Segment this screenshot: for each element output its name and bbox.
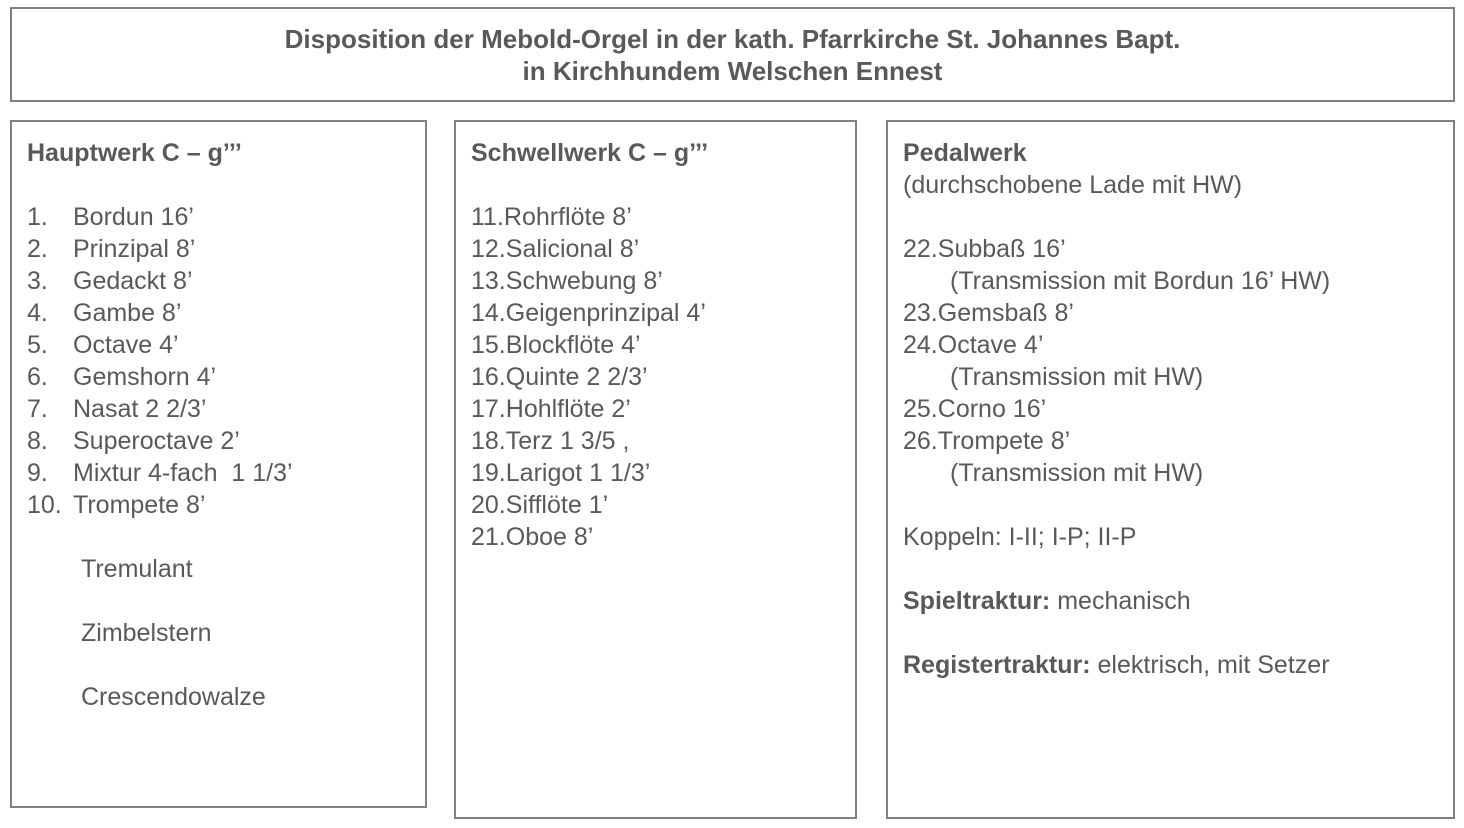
stop-item: [471, 489, 845, 521]
stop-name: Gambe 8’: [73, 299, 182, 327]
stop-item: [903, 393, 1443, 425]
stop-item: [903, 233, 1443, 265]
stop-item: [27, 265, 415, 297]
hauptwerk-extras: [27, 553, 415, 713]
stop-name: Octave 4’: [937, 331, 1044, 359]
stop-note: (Transmission mit HW): [950, 459, 1204, 487]
stop-name: Gedackt 8’: [73, 267, 193, 295]
pedalwerk-stop-list: [903, 233, 1443, 489]
stop-name: Nasat 2 2/3’: [73, 395, 207, 423]
spacer: [27, 649, 415, 681]
stop-item: [27, 329, 415, 361]
stop-item: [27, 297, 415, 329]
title-box: [10, 7, 1455, 102]
stop-item: [27, 489, 415, 521]
accessory-item: Zimbelstern: [81, 619, 212, 647]
stop-number: 26.: [903, 427, 938, 455]
stop-name: Geigenprinzipal 4’: [505, 299, 706, 327]
stop-number: 12.: [471, 235, 506, 263]
stop-item: [27, 233, 415, 265]
stop-name: Trompete 8’: [73, 491, 206, 519]
accessory-item: Crescendowalze: [81, 683, 266, 711]
stop-number: 23.: [903, 299, 938, 327]
stop-number: 22.: [903, 235, 938, 263]
schwellwerk-panel: [454, 120, 857, 819]
schwellwerk-stop-list: [471, 201, 845, 553]
stop-item: [471, 297, 845, 329]
stop-number: 7.: [27, 395, 48, 423]
stop-name: Corno 16’: [937, 395, 1047, 423]
stop-number: 9.: [27, 459, 48, 487]
stop-item: [27, 201, 415, 233]
spieltraktur-value: mechanisch: [1050, 587, 1191, 615]
stop-number: 2.: [27, 235, 48, 263]
stop-item: [471, 425, 845, 457]
stop-item: [903, 425, 1443, 457]
stop-item: [27, 457, 415, 489]
stop-name: Hohlflöte 2’: [505, 395, 631, 423]
stop-note: (Transmission mit HW): [950, 363, 1204, 391]
stop-number: 5.: [27, 331, 48, 359]
stop-number: 6.: [27, 363, 48, 391]
registertraktur-label: Registertraktur:: [903, 651, 1091, 679]
spacer: [27, 585, 415, 617]
stop-name: Salicional 8’: [505, 235, 640, 263]
stop-name: Subbaß 16’: [937, 235, 1066, 263]
stop-number: 8.: [27, 427, 48, 455]
stop-name: Schwebung 8’: [505, 267, 663, 295]
stop-number: 11.: [471, 203, 504, 231]
stop-number: 4.: [27, 299, 48, 327]
title-line-1: Disposition der Mebold-Orgel in der kath. Pfarrkirche St. Johannes Bapt.: [284, 24, 1181, 54]
pedalwerk-panel: [886, 120, 1455, 819]
stop-name: Bordun 16’: [73, 203, 194, 231]
stop-number: 17.: [471, 395, 506, 423]
hauptwerk-panel: [10, 120, 427, 808]
stop-item: [471, 201, 845, 233]
stop-name: Quinte 2 2/3’: [505, 363, 648, 391]
registertraktur-line: [903, 649, 1443, 681]
koppeln-text: Koppeln: I-II; I-P; II-P: [903, 523, 1137, 551]
stop-name: Oboe 8’: [505, 523, 594, 551]
pedalwerk-subheading: (durchschobene Lade mit HW): [903, 171, 1243, 199]
stop-name: Rohrflöte 8’: [503, 203, 632, 231]
stop-number: 24.: [903, 331, 938, 359]
spieltraktur-line: [903, 585, 1443, 617]
stop-number: 13.: [471, 267, 506, 295]
hauptwerk-heading: Hauptwerk C – g’’’: [27, 139, 242, 167]
spieltraktur-label: Spieltraktur:: [903, 587, 1051, 615]
stop-name: Superoctave 2’: [73, 427, 240, 455]
stop-name: Sifflöte 1’: [505, 491, 609, 519]
stop-number: 15.: [471, 331, 506, 359]
stop-name: Octave 4’: [73, 331, 179, 359]
stop-item: [471, 265, 845, 297]
stop-item: [27, 361, 415, 393]
stop-number: 20.: [471, 491, 506, 519]
stop-number: 1.: [27, 203, 48, 231]
stop-item: [27, 425, 415, 457]
stop-number: 14.: [471, 299, 506, 327]
stop-item: [903, 297, 1443, 329]
stop-item: [471, 393, 845, 425]
stop-name: Gemshorn 4’: [73, 363, 217, 391]
stop-number: 16.: [471, 363, 506, 391]
stop-item: [903, 329, 1443, 361]
stop-name: Gemsbaß 8’: [937, 299, 1074, 327]
stop-item: [27, 393, 415, 425]
stop-name: Larigot 1 1/3’: [505, 459, 651, 487]
stop-number: 25.: [903, 395, 938, 423]
accessory-item: Tremulant: [81, 555, 193, 583]
stop-name: Blockflöte 4’: [505, 331, 641, 359]
stop-note: (Transmission mit Bordun 16’ HW): [950, 267, 1331, 295]
stop-name: Mixtur 4-fach 1 1/3’: [73, 459, 293, 487]
stop-item: [471, 361, 845, 393]
stop-number: 21.: [471, 523, 506, 551]
stop-number: 19.: [471, 459, 506, 487]
stop-item: [471, 233, 845, 265]
stop-item: [471, 521, 845, 553]
hauptwerk-stop-list: [27, 201, 415, 521]
stop-number: 18.: [471, 427, 506, 455]
title-line-2: in Kirchhundem Welschen Ennest: [522, 56, 943, 86]
stop-number: 3.: [27, 267, 48, 295]
registertraktur-value: elektrisch, mit Setzer: [1090, 651, 1330, 679]
schwellwerk-heading: Schwellwerk C – g’’’: [471, 139, 709, 167]
stop-number: 10.: [27, 491, 62, 519]
stop-item: [471, 457, 845, 489]
stop-name: Trompete 8’: [937, 427, 1071, 455]
stop-name: Prinzipal 8’: [73, 235, 196, 263]
stop-name: Terz 1 3/5 ,: [505, 427, 630, 455]
stop-item: [471, 329, 845, 361]
pedalwerk-heading: Pedalwerk: [903, 139, 1027, 167]
